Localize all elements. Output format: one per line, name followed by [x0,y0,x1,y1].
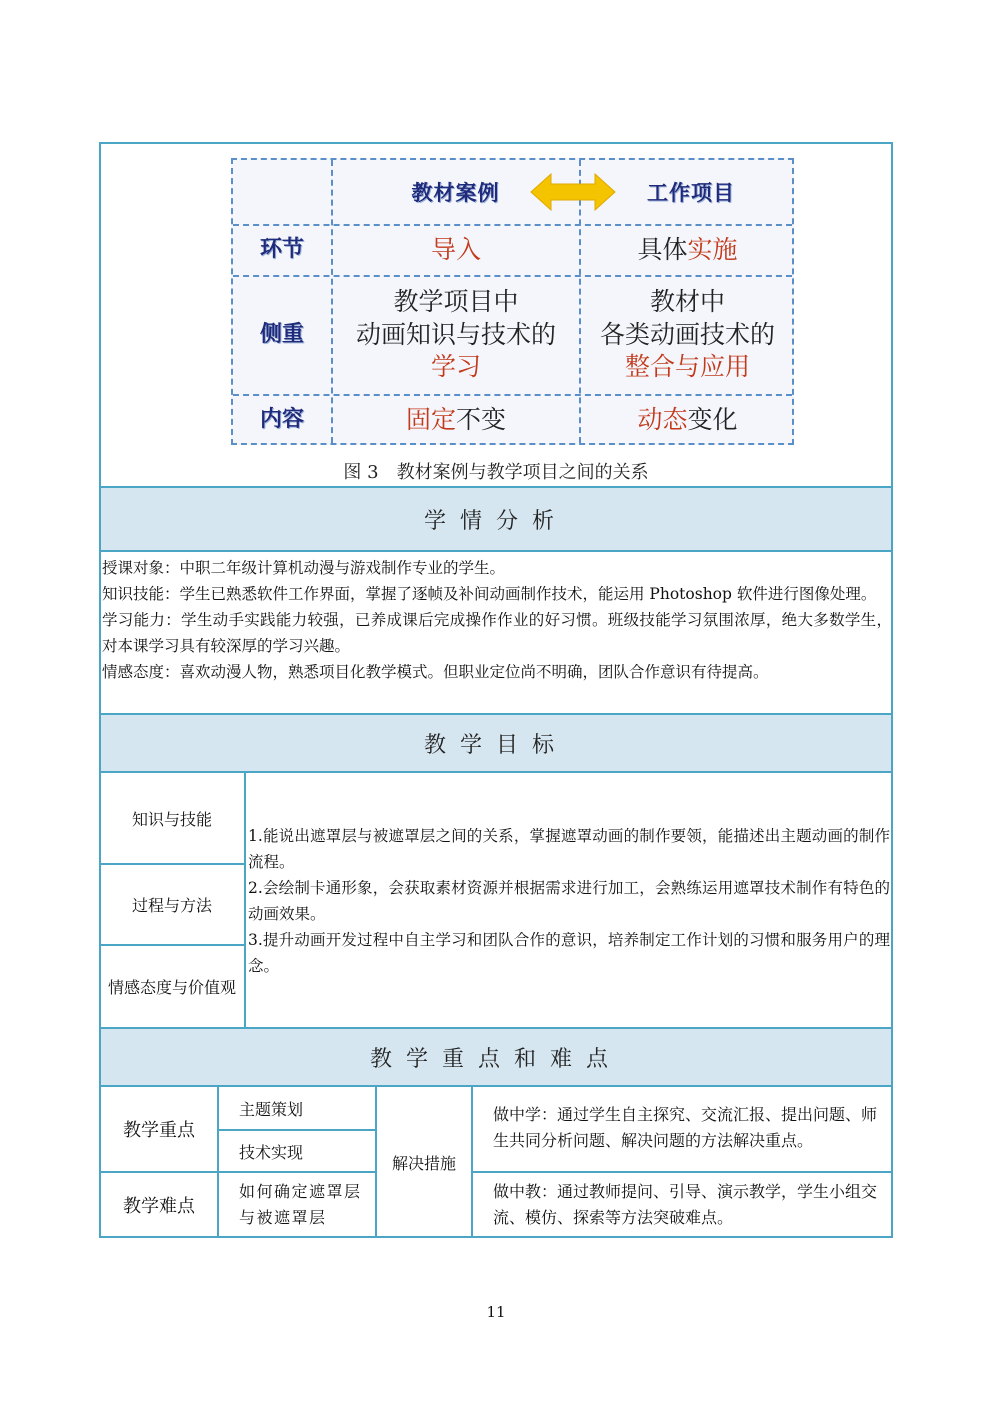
measure-key-text: 做中学：通过学生自主探究、交流汇报、提出问题、师生共同分析问题、解决问题的方法解决重点。 [493,1105,878,1150]
goal-label-attitude: 情感态度与价值观 [107,978,236,997]
figure-header-left: 教材案例 [411,181,500,206]
analysis-paragraph: 授课对象：中职二年级计算机动漫与游戏制作专业的学生。 [102,559,506,577]
section-title-key-points: 教学重点和难点 [101,1029,891,1085]
goal-item: 3.提升动画开发过程中自主学习和团队合作的意识，培养制定工作计划的习惯和服务用户的理念。 [248,931,890,975]
figure-row-label: 环节 [259,236,304,262]
analysis-paragraph: 情感态度：喜欢动漫人物，熟悉项目化教学模式。但职业定位尚不明确，团队合作意识有待提高。 [102,663,769,681]
figure-caption: 图 3 教材案例与教学项目之间的关系 [343,462,649,483]
figure-cell: 固定不变 [405,404,507,434]
figure-cell: 教学项目中 动画知识与技术的 学习 [355,287,556,382]
figure-cell: 教材中 各类动画技术的 整合与应用 [599,287,775,382]
section-title-goals: 教学目标 [101,715,891,771]
key-point-label: 教学重点 [123,1120,195,1141]
analysis-text [102,555,892,685]
goal-items [248,823,890,979]
key-point-item: 技术实现 [239,1142,304,1162]
goal-label-process: 过程与方法 [131,896,212,915]
goal-item: 1.能说出遮罩层与被遮罩层之间的关系，掌握遮罩动画的制作要领，能描述出主题动画的制作流程。 [248,827,890,871]
analysis-paragraph: 学习能力：学生动手实践能力较强，已养成课后完成操作作业的好习惯。班级技能学习氛围浓厚，绝大多数学生，对本课学习具有较深厚的学习兴趣。 [102,611,892,655]
figure-header-right: 工作项目 [647,181,735,206]
figure-cell: 导入 [430,234,481,264]
measure-difficult-text: 做中教：通过教师提问、引导、演示教学，学生小组交流、模仿、探索等方法突破难点。 [493,1182,878,1227]
figure-row-label: 侧重 [259,321,304,347]
goal-label-knowledge: 知识与技能 [131,809,212,829]
figure-cell: 动态变化 [637,404,738,434]
measures-label: 解决措施 [391,1153,456,1173]
comparison-figure [231,158,794,445]
analysis-paragraph: 知识技能：学生已熟悉软件工作界面，掌握了逐帧及补间动画制作技术，能运用 Photoshop 软件进行图像处理。 [102,585,877,603]
page-number: 11 [486,1303,506,1321]
difficult-point-item: 如何确定遮罩层与被遮罩层 [239,1182,362,1227]
key-point-item: 主题策划 [239,1099,304,1119]
figure-cell: 具体实施 [637,234,738,264]
double-arrow-icon [529,172,617,212]
figure-row-label: 内容 [259,406,304,432]
difficult-point-label: 教学难点 [123,1196,195,1217]
goal-item: 2.会绘制卡通形象，会获取素材资源并根据需求进行加工，会熟练运用遮罩技术制作有特色的动画效果。 [248,879,890,923]
section-title-analysis: 学情分析 [101,488,891,550]
